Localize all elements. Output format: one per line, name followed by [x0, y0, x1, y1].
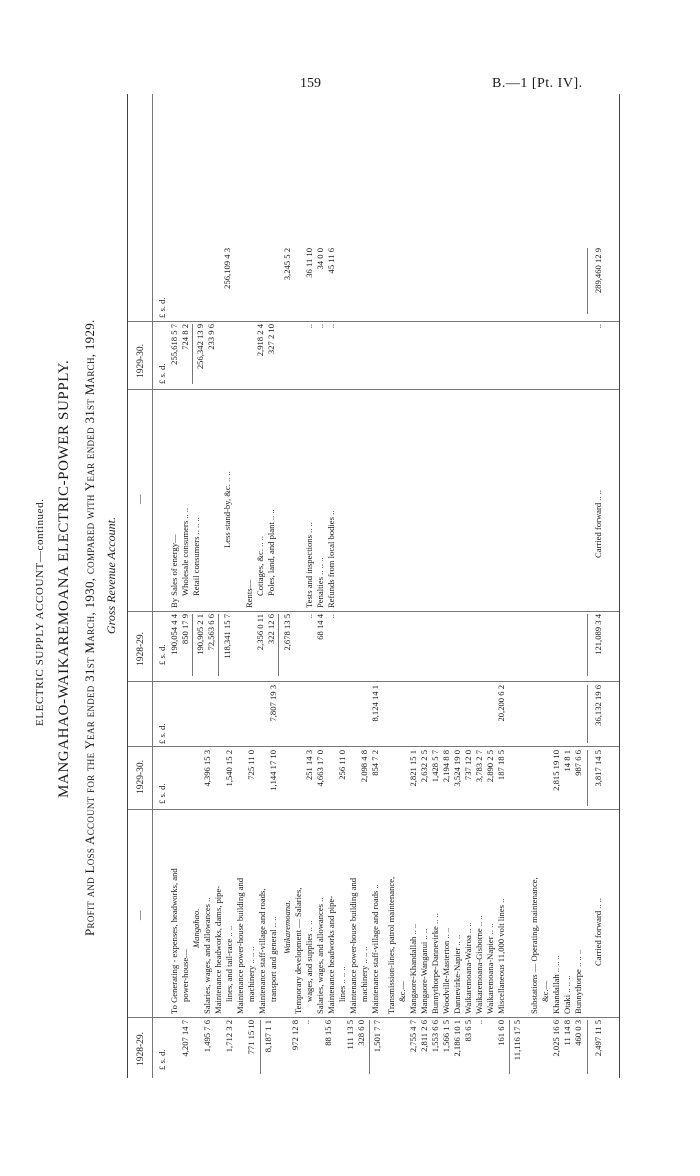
exp-1930-value: 987 6 6 — [573, 750, 583, 776]
inc-1930-value: .. — [326, 324, 336, 329]
exp-1930-total: 20,200 6 2 — [496, 685, 506, 722]
inc-item: Penalties .. .. .. — [315, 557, 325, 608]
exp-1929-value: .. — [474, 1020, 484, 1025]
exp-item: Khandallah .. .. .. — [551, 955, 561, 1014]
exp-item: Miscellaneous 11,000 volt lines .. — [496, 898, 506, 1014]
inc-carried-forward: Carried forward .. .. — [593, 489, 603, 558]
inc-1930-value: 724 8 2 — [180, 324, 190, 350]
inc-1930-total: 256,109 4 3 — [222, 248, 232, 289]
exp-item: transport and general .. .. — [268, 916, 278, 1002]
exp-1929-value: 2,186 10 1 — [452, 1020, 462, 1057]
exp-1930-value: 1,540 15 2 — [224, 750, 234, 787]
exp-item-subhead: Mangahao. — [191, 908, 201, 948]
exp-item: &c.— — [540, 980, 550, 1002]
exp-item: Woodville-Masterton .. .. — [441, 927, 451, 1014]
inc-1930-total: 45 11 6 — [326, 248, 336, 274]
sum-rule — [260, 1020, 261, 1074]
sum-rule — [218, 614, 219, 676]
exp-1930-value: 187 18 5 — [496, 750, 506, 781]
exp-1930-total: 7,807 19 3 — [268, 685, 278, 722]
exp-item: Mangaore-Khandallah .. .. — [408, 923, 418, 1014]
inc-1929-value: 2,356 0 11 — [255, 614, 265, 651]
inc-1929-value: .. — [304, 614, 314, 619]
sum-rule — [587, 614, 588, 676]
inc-1930-value: 233 9 6 — [206, 324, 216, 350]
exp-1929-value: 2,755 4 7 — [408, 1020, 418, 1053]
sum-rule — [587, 1020, 588, 1074]
exp-item: Dannevirke-Napier .. .. — [452, 934, 462, 1014]
col-rule — [128, 681, 619, 682]
lsd-head: £ s. d. — [157, 783, 167, 804]
exp-item: Temporary development — Salaries, — [293, 887, 303, 1014]
exp-1930-value: 854 7 2 — [370, 750, 380, 776]
inc-1930-total: 36 11 10 — [304, 248, 314, 278]
inc-1929-value: 68 14 4 — [315, 614, 325, 640]
inc-item: Cottages, &c. .. .. — [255, 536, 265, 596]
exp-1930-total: 8,124 14 1 — [370, 685, 380, 722]
col-head-dash-left: — — [136, 910, 146, 920]
inc-1930-total: 289,460 12 9 — [593, 248, 603, 294]
exp-1930-value: 1,428 5 7 — [430, 750, 440, 783]
lsd-head: £ s. d. — [157, 723, 167, 744]
lsd-head: £ s. d. — [157, 1049, 167, 1070]
exp-1930-value: 4,663 17 0 — [315, 750, 325, 787]
exp-1929-value: 328 6 0 — [356, 1020, 366, 1046]
col-head-1930-left: 1929-30. — [136, 759, 146, 794]
sum-rule — [587, 750, 588, 806]
exp-1930-value: 3,524 19 0 — [452, 750, 462, 787]
inc-1929-value: 121,089 3 4 — [593, 614, 603, 655]
inc-1930-value: 256,342 13 9 — [195, 324, 205, 370]
exp-1929-value: 1,566 1 5 — [441, 1020, 451, 1053]
col-rule — [128, 611, 619, 612]
exp-1930-value: 2,632 2 5 — [419, 750, 429, 783]
exp-1929-value: 11,116 17 5 — [512, 1020, 522, 1061]
inc-item: Rents— — [244, 579, 254, 608]
inc-1930-value: 2,918 2 4 — [255, 324, 265, 357]
inc-1929-value: 72,563 6 6 — [206, 614, 216, 651]
inc-1929-value: 850 17 9 — [180, 614, 190, 645]
exp-item: Mangaore-Wanganui .. .. — [419, 928, 429, 1014]
page-reference: B.—1 [Pt. IV]. — [492, 76, 583, 91]
exp-item: Maintenance power-house building and — [235, 877, 245, 1014]
exp-item: Otaki .. .. .. — [562, 975, 572, 1014]
exp-1929-value: 1,553 6 6 — [430, 1020, 440, 1053]
heading-profit-loss: Profit and Loss Account for the Year ended 31st March, 1930, compared with Year ended 31st March, 1929. — [82, 319, 97, 936]
exp-1930-value: 737 12 0 — [463, 750, 473, 781]
exp-1930-value: 2,098 4 8 — [359, 750, 369, 783]
exp-item: Bunnythorpe-Dannevirke .. .. — [430, 913, 440, 1014]
sum-rule — [587, 248, 588, 314]
exp-1930-value: 3,817 14 5 — [593, 750, 603, 787]
exp-item: Maintenance staff-village and roads, — [257, 888, 267, 1014]
col-head-1930-right: 1929-30. — [136, 343, 146, 378]
exp-1929-value: 1,712 3 2 — [224, 1020, 234, 1053]
sum-rule — [509, 1020, 510, 1074]
exp-1929-value: 460 0 3 — [573, 1020, 583, 1046]
exp-1929-value: 8,187 1 1 — [263, 1020, 273, 1053]
exp-item: Maintenance headworks and pipe- — [326, 895, 336, 1014]
exp-item: machinery .. .. .. — [246, 946, 256, 1002]
exp-item: lines .. .. .. — [337, 966, 347, 1002]
exp-item: Salaries, wages, and allowances .. — [315, 897, 325, 1014]
exp-1929-value: 2,025 16 6 — [551, 1020, 561, 1057]
exp-1929-value: 4,207 14 7 — [180, 1020, 190, 1057]
exp-1930-value: 256 11 0 — [337, 750, 347, 780]
inc-1929-value: 118,341 15 7 — [222, 614, 232, 659]
exp-item: Maintenance power-house building and — [348, 877, 358, 1014]
inc-item: Less stand-by, &c. .. .. — [222, 471, 232, 548]
exp-item: machinery .. .. .. — [359, 946, 369, 1002]
inc-item: Refunds from local bodies .. — [326, 510, 336, 608]
exp-1930-value: 2,821 15 1 — [408, 750, 418, 787]
inc-item: Wholesale consumers .. .. — [180, 507, 190, 596]
col-rule — [128, 809, 619, 810]
exp-1929-value: 972 12 8 — [290, 1020, 300, 1051]
sum-rule — [369, 1020, 370, 1074]
inc-1930-total: 3,245 5 2 — [282, 248, 292, 281]
exp-1930-value: 14 8 1 — [562, 750, 572, 772]
inc-1930-value: .. — [593, 324, 603, 329]
exp-item-subhead: Waikaremoana. — [282, 900, 292, 954]
inc-1930-value: 255,618 5 7 — [169, 324, 179, 365]
inc-item: Tests and inspections .. .. — [304, 522, 314, 608]
header-rule — [152, 94, 153, 1078]
inc-1929-value: 322 12 6 — [266, 614, 276, 645]
inc-item: Retail consumers .. .. .. — [191, 517, 201, 596]
exp-1929-value: 1,501 7 7 — [372, 1020, 382, 1053]
exp-item: Waikaremoana-Gisborne .. .. — [474, 915, 484, 1014]
exp-1929-value: 2,497 11 5 — [593, 1020, 603, 1057]
exp-1929-value: 11 14 8 — [562, 1020, 572, 1046]
col-head-1929-right: 1928-29. — [136, 631, 146, 666]
exp-1929-value: 161 6 0 — [496, 1020, 506, 1046]
exp-1929-value: 111 13 5 — [345, 1020, 355, 1050]
exp-1929-value: 2,811 2 6 — [419, 1020, 429, 1052]
gross-revenue-table — [127, 94, 620, 1078]
col-rule — [128, 321, 619, 322]
inc-1930-value: .. — [304, 324, 314, 329]
exp-1929-value: 83 6 5 — [463, 1020, 473, 1042]
exp-item: Salaries, wages, and allowances .. — [202, 897, 212, 1014]
col-rule — [128, 746, 619, 747]
inc-item: By Sales of energy— — [169, 534, 179, 608]
exp-1930-value: 251 14 3 — [304, 750, 314, 781]
heading-supply: MANGAHAO-WAIKAREMOANA ELECTRIC-POWER SUPPLY. — [56, 359, 72, 798]
heading-gross-revenue: Gross Revenue Account. — [104, 517, 118, 634]
lsd-head: £ s. d. — [157, 363, 167, 384]
inc-1930-total: 34 0 0 — [315, 248, 325, 270]
lsd-head: £ s. d. — [157, 644, 167, 665]
inc-item: Poles, land, and plant .. .. — [266, 509, 276, 596]
sum-rule — [587, 685, 588, 743]
exp-item: power-house— — [180, 949, 190, 1002]
exp-1930-value: 2,815 19 10 — [551, 750, 561, 791]
exp-1929-value: 771 15 10 — [246, 1020, 256, 1055]
inc-1929-value: 190,054 4 4 — [169, 614, 179, 655]
exp-item: Maintenance headworks, dams, pipe- — [213, 885, 223, 1014]
exp-item: Transmission-lines, patrol maintenance, — [386, 876, 396, 1014]
exp-1929-value: .. — [301, 1020, 311, 1025]
exp-item: wages, and supplies .. .. — [304, 920, 314, 1002]
inc-1930-value: 327 2 10 — [266, 324, 276, 355]
exp-1930-value: 2,890 2 5 — [485, 750, 495, 783]
exp-item: Bunnythorpe .. .. .. — [573, 949, 583, 1014]
exp-1930-value: 2,194 8 8 — [441, 750, 451, 783]
col-head-1929-left: 1928-29. — [136, 1031, 146, 1066]
exp-1930-total: 36,132 19 6 — [593, 685, 603, 726]
exp-item: To Generating - expenses, headworks, and — [169, 868, 179, 1014]
exp-1929-value: 1,495 7 6 — [202, 1020, 212, 1053]
exp-1929-value: 88 15 6 — [323, 1020, 333, 1046]
inc-1929-value: 190,905 2 1 — [195, 614, 205, 655]
exp-item: Waikaremoana-Wairoa .. .. — [463, 922, 473, 1014]
col-head-dash-right: — — [136, 494, 146, 504]
exp-1930-value: 4,396 15 3 — [202, 750, 212, 787]
sum-rule — [278, 614, 279, 676]
heading-account: ELECTRIC SUPPLY ACCOUNT—continued. — [34, 498, 46, 726]
exp-item: &c.— — [397, 980, 407, 1002]
sum-rule — [192, 614, 193, 676]
col-rule — [128, 389, 619, 390]
exp-item: Waikaremoana-Napier .. .. — [485, 923, 495, 1014]
exp-item: Maintenance staff-village and roads .. — [370, 884, 380, 1014]
exp-item: Substations — Operating, maintenance, — [529, 877, 539, 1014]
exp-1930-value: 725 11 0 — [246, 750, 256, 780]
sum-rule — [192, 324, 193, 384]
inc-1929-value: 2,678 13 5 — [282, 614, 292, 651]
lsd-head: £ s. d. — [157, 297, 167, 318]
exp-1930-value: 1,144 17 10 — [268, 750, 278, 791]
exp-carried-forward: Carried forward .. .. — [593, 897, 603, 966]
inc-1930-value: .. — [315, 324, 325, 329]
page-number: 159 — [300, 76, 321, 91]
col-rule — [128, 1017, 619, 1018]
inc-1929-value: .. — [326, 614, 336, 619]
exp-1930-value: 3,783 2 7 — [474, 750, 484, 783]
exp-item: lines, and tail-race .. .. — [224, 925, 234, 1002]
